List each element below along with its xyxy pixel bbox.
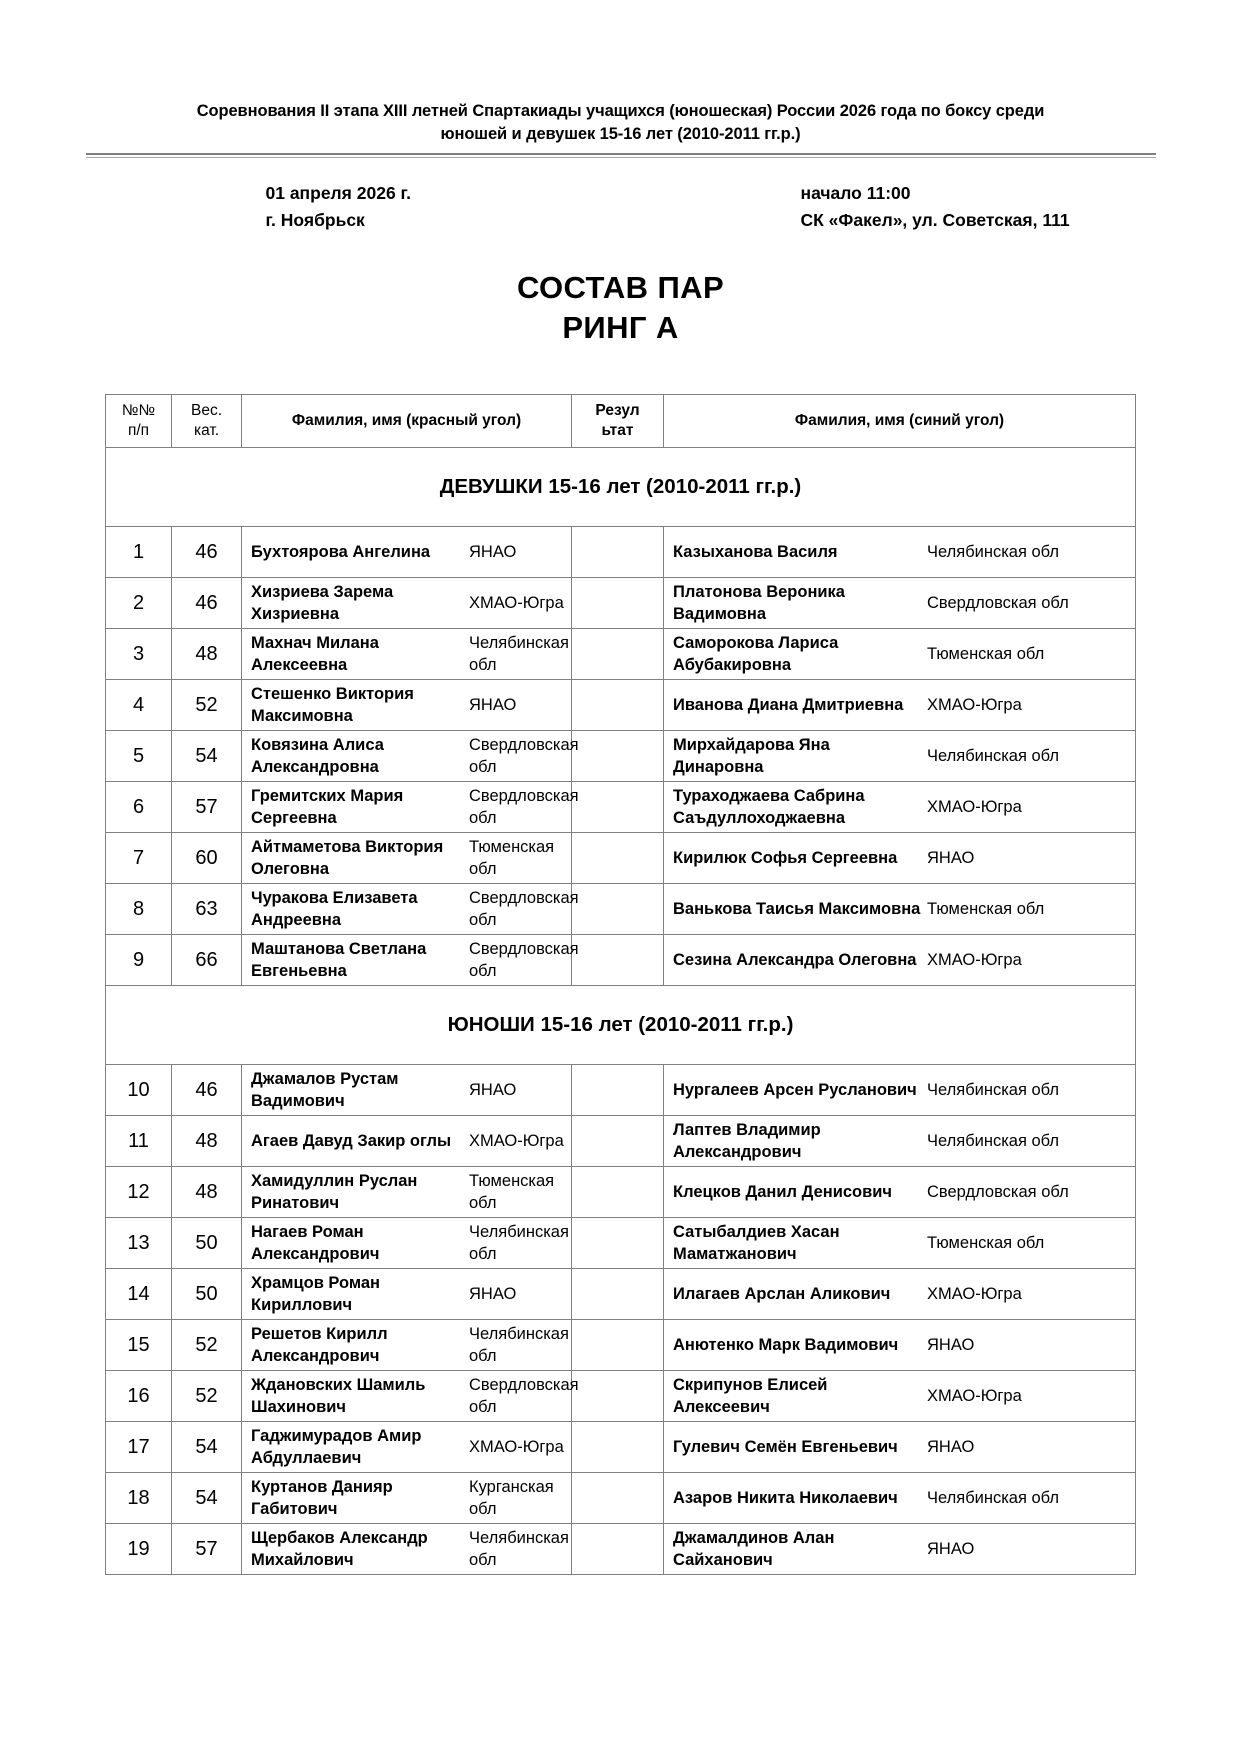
red-corner-region: Тюменская обл xyxy=(469,837,555,879)
cell-red-corner xyxy=(242,731,579,782)
red-corner-region: Свердловская обл xyxy=(469,1375,579,1417)
table-row xyxy=(106,833,1136,884)
cell-blue-corner xyxy=(664,1269,1136,1320)
red-corner-region: Челябинская обл xyxy=(469,633,569,675)
column-header-number xyxy=(106,395,172,448)
table-row xyxy=(106,782,1136,833)
cell-blue-corner xyxy=(664,1371,1136,1422)
cell-result[interactable] xyxy=(572,935,664,986)
cell-result[interactable] xyxy=(572,1473,664,1524)
cell-red-corner xyxy=(242,1065,572,1116)
blue-corner-name: Иванова Диана Дмитриевна xyxy=(673,696,904,715)
cell-red-corner xyxy=(242,1422,572,1473)
blue-corner-region: Тюменская обл xyxy=(927,645,1045,664)
page-title-line2: РИНГ А xyxy=(562,310,679,346)
cell-blue-corner xyxy=(664,1218,1136,1269)
cell-blue-corner xyxy=(664,1473,1136,1524)
cell-blue-corner xyxy=(664,935,1136,986)
competition-title-line2: юношей и девушек 15-16 лет (2010-2011 гг.р.) xyxy=(440,125,801,144)
red-corner-region: Курганская обл xyxy=(469,1477,554,1519)
cell-red-corner xyxy=(242,1167,572,1218)
cell-weight-category: 54 xyxy=(172,731,242,782)
cell-red-corner xyxy=(242,1218,572,1269)
cell-weight-category: 48 xyxy=(172,629,242,680)
cell-weight-category: 46 xyxy=(172,527,242,578)
blue-corner-name: Кирилюк Софья Сергеевна xyxy=(673,849,898,868)
cell-red-corner xyxy=(242,680,572,731)
cell-blue-corner xyxy=(664,1422,1136,1473)
cell-blue-corner xyxy=(664,833,1136,884)
cell-red-corner xyxy=(242,1524,572,1575)
cell-number: 6 xyxy=(106,782,172,833)
cell-number: 2 xyxy=(106,578,172,629)
blue-corner-name: Азаров Никита Николаевич xyxy=(673,1489,898,1508)
cell-blue-corner xyxy=(664,629,1136,680)
cell-number: 10 xyxy=(106,1065,172,1116)
red-corner-region: ХМАО-Югра xyxy=(469,1132,564,1151)
cell-red-corner xyxy=(242,782,579,833)
competition-title xyxy=(86,100,1156,147)
red-corner-region: Свердловская обл xyxy=(469,888,579,930)
cell-red-corner xyxy=(242,578,572,629)
cell-red-corner xyxy=(242,1269,572,1320)
table-header-row xyxy=(106,395,1136,448)
page-title xyxy=(0,268,1241,349)
pairs-table xyxy=(105,394,1136,1575)
cell-red-corner xyxy=(242,1371,579,1422)
cell-result[interactable] xyxy=(572,527,664,578)
red-corner-name: Джамалов Рустам Вадимович xyxy=(251,1069,399,1111)
cell-blue-corner xyxy=(664,884,1136,935)
cell-blue-corner xyxy=(664,1116,1136,1167)
red-corner-region: ЯНАО xyxy=(469,1081,517,1100)
blue-corner-name: Илагаев Арслан Аликович xyxy=(673,1285,891,1304)
cell-result[interactable] xyxy=(572,884,664,935)
cell-weight-category: 48 xyxy=(172,1116,242,1167)
cell-red-corner xyxy=(242,527,572,578)
cell-number: 15 xyxy=(106,1320,172,1371)
blue-corner-name: Скрипунов Елисей Алексеевич xyxy=(673,1375,828,1417)
cell-weight-category: 50 xyxy=(172,1269,242,1320)
table-row xyxy=(106,731,1136,782)
blue-corner-name: Сатыбалдиев Хасан Маматжанович xyxy=(673,1222,840,1264)
blue-corner-region: ХМАО-Югра xyxy=(927,798,1022,817)
table-row xyxy=(106,1371,1136,1422)
cell-number: 1 xyxy=(106,527,172,578)
blue-corner-region: Челябинская обл xyxy=(927,1081,1060,1100)
cell-number: 3 xyxy=(106,629,172,680)
title-divider xyxy=(86,153,1156,158)
column-header-weight-line1: Вес. xyxy=(190,401,222,419)
table-row xyxy=(106,1320,1136,1371)
blue-corner-name: Клецков Данил Денисович xyxy=(673,1183,892,1202)
section-header-row xyxy=(106,448,1136,527)
red-corner-region: Челябинская обл xyxy=(469,1528,569,1570)
red-corner-region: ХМАО-Югра xyxy=(469,594,564,613)
blue-corner-name: Ванькова Таисья Максимовна xyxy=(673,900,921,919)
red-corner-name: Ковязина Алиса Александровна xyxy=(251,735,384,777)
cell-result[interactable] xyxy=(572,1218,664,1269)
red-corner-name: Агаев Давуд Закир оглы xyxy=(251,1132,452,1151)
red-corner-name: Хамидуллин Руслан Ринатович xyxy=(251,1171,418,1213)
cell-number: 9 xyxy=(106,935,172,986)
cell-blue-corner xyxy=(664,1524,1136,1575)
blue-corner-region: Тюменская обл xyxy=(927,1234,1045,1253)
table-row xyxy=(106,1167,1136,1218)
cell-weight-category: 46 xyxy=(172,1065,242,1116)
blue-corner-name: Казыханова Василя xyxy=(673,543,838,562)
table-row xyxy=(106,1065,1136,1116)
cell-blue-corner xyxy=(664,731,1136,782)
red-corner-name: Айтмаметова Виктория Олеговна xyxy=(251,837,444,879)
cell-weight-category: 60 xyxy=(172,833,242,884)
red-corner-name: Маштанова Светлана Евгеньевна xyxy=(251,939,427,981)
cell-weight-category: 52 xyxy=(172,680,242,731)
red-corner-name: Гремитских Мария Сергеевна xyxy=(251,786,404,828)
table-row xyxy=(106,578,1136,629)
cell-result[interactable] xyxy=(572,1371,664,1422)
blue-corner-region: Челябинская обл xyxy=(927,747,1060,766)
cell-red-corner xyxy=(242,833,572,884)
cell-weight-category: 50 xyxy=(172,1218,242,1269)
blue-corner-region: ХМАО-Югра xyxy=(927,951,1022,970)
blue-corner-region: Свердловская обл xyxy=(927,1183,1069,1202)
table-row xyxy=(106,527,1136,578)
cell-blue-corner xyxy=(664,1167,1136,1218)
blue-corner-region: Свердловская обл xyxy=(927,594,1069,613)
table-row xyxy=(106,1269,1136,1320)
event-meta-left xyxy=(266,180,411,234)
cell-weight-category: 52 xyxy=(172,1371,242,1422)
column-header-number-line1: №№ xyxy=(121,401,156,419)
table-row xyxy=(106,884,1136,935)
blue-corner-region: Челябинская обл xyxy=(927,543,1060,562)
blue-corner-region: Челябинская обл xyxy=(927,1489,1060,1508)
cell-red-corner xyxy=(242,1320,572,1371)
cell-weight-category: 57 xyxy=(172,782,242,833)
blue-corner-region: ЯНАО xyxy=(927,1438,975,1457)
blue-corner-name: Саморокова Лариса Абубакировна xyxy=(673,633,839,675)
document-header xyxy=(86,0,1156,158)
cell-result[interactable] xyxy=(572,1524,664,1575)
cell-number: 5 xyxy=(106,731,172,782)
cell-red-corner xyxy=(242,1116,572,1167)
event-city: г. Ноябрьск xyxy=(265,209,365,230)
competition-title-line1: Соревнования II этапа XIII летней Спартакиады учащихся (юношеская) России 2026 года по боксу среди xyxy=(196,102,1045,120)
blue-corner-region: ХМАО-Югра xyxy=(927,1285,1022,1304)
red-corner-name: Чуракова Елизавета Андреевна xyxy=(251,888,418,930)
cell-blue-corner xyxy=(664,578,1136,629)
red-corner-name: Стешенко Виктория Максимовна xyxy=(251,684,414,726)
cell-number: 18 xyxy=(106,1473,172,1524)
cell-number: 11 xyxy=(106,1116,172,1167)
blue-corner-name: Гулевич Семён Евгеньевич xyxy=(673,1438,898,1457)
red-corner-region: Тюменская обл xyxy=(469,1171,555,1213)
section-title: ЮНОШИ 15-16 лет (2010-2011 гг.р.) xyxy=(106,986,1136,1065)
table-row xyxy=(106,1116,1136,1167)
red-corner-region: ЯНАО xyxy=(469,543,517,562)
blue-corner-name: Платонова Вероника Вадимовна xyxy=(673,582,845,624)
cell-result[interactable] xyxy=(572,629,664,680)
red-corner-region: Свердловская обл xyxy=(469,939,579,981)
cell-weight-category: 66 xyxy=(172,935,242,986)
red-corner-region: ЯНАО xyxy=(469,696,517,715)
table-row xyxy=(106,629,1136,680)
cell-weight-category: 48 xyxy=(172,1167,242,1218)
cell-blue-corner xyxy=(664,782,1136,833)
blue-corner-name: Джамалдинов Алан Сайханович xyxy=(673,1528,835,1570)
table-row xyxy=(106,1422,1136,1473)
pairs-table-body xyxy=(106,448,1136,1575)
blue-corner-name: Анютенко Марк Вадимович xyxy=(673,1336,899,1355)
red-corner-name: Решетов Кирилл Александрович xyxy=(251,1324,388,1366)
blue-corner-name: Лаптев Владимир Александрович xyxy=(673,1120,821,1162)
column-header-result-line2: ьтат xyxy=(601,422,634,440)
blue-corner-name: Нургалеев Арсен Русланович xyxy=(673,1081,917,1100)
cell-result[interactable] xyxy=(572,731,664,782)
cell-blue-corner xyxy=(664,1320,1136,1371)
cell-result[interactable] xyxy=(572,578,664,629)
cell-red-corner xyxy=(242,629,572,680)
red-corner-name: Ждановских Шамиль Шахинович xyxy=(251,1375,426,1417)
event-meta-right xyxy=(801,180,1070,234)
table-row xyxy=(106,1473,1136,1524)
table-row xyxy=(106,935,1136,986)
column-header-red-corner: Фамилия, имя (красный угол) xyxy=(242,395,572,448)
blue-corner-region: ХМАО-Югра xyxy=(927,696,1022,715)
blue-corner-region: ЯНАО xyxy=(927,1336,975,1355)
pairs-table-header xyxy=(106,395,1136,448)
cell-blue-corner xyxy=(664,1065,1136,1116)
blue-corner-name: Мирхайдарова Яна Динаровна xyxy=(673,735,830,777)
red-corner-region: Свердловская обл xyxy=(469,786,579,828)
cell-number: 13 xyxy=(106,1218,172,1269)
blue-corner-name: Сезина Александра Олеговна xyxy=(673,951,917,970)
red-corner-name: Нагаев Роман Александрович xyxy=(251,1222,380,1264)
section-header-row xyxy=(106,986,1136,1065)
cell-number: 19 xyxy=(106,1524,172,1575)
cell-number: 14 xyxy=(106,1269,172,1320)
red-corner-name: Гаджимурадов Амир Абдуллаевич xyxy=(251,1426,422,1468)
red-corner-region: ХМАО-Югра xyxy=(469,1438,564,1457)
cell-red-corner xyxy=(242,935,579,986)
blue-corner-name: Тураходжаева Сабрина Саъдуллоходжаевна xyxy=(673,786,865,828)
red-corner-name: Щербаков Александр Михайлович xyxy=(251,1528,428,1570)
cell-red-corner xyxy=(242,1473,572,1524)
cell-blue-corner xyxy=(664,680,1136,731)
event-venue: СК «Факел», ул. Советская, 111 xyxy=(800,209,1070,230)
red-corner-region: Свердловская обл xyxy=(469,735,579,777)
cell-weight-category: 46 xyxy=(172,578,242,629)
blue-corner-region: ЯНАО xyxy=(927,1540,975,1559)
cell-result[interactable] xyxy=(572,680,664,731)
cell-number: 12 xyxy=(106,1167,172,1218)
blue-corner-region: ЯНАО xyxy=(927,849,975,868)
cell-result[interactable] xyxy=(572,1167,664,1218)
cell-weight-category: 52 xyxy=(172,1320,242,1371)
event-date: 01 апреля 2026 г. xyxy=(265,182,411,203)
table-row xyxy=(106,680,1136,731)
column-header-weight xyxy=(172,395,242,448)
cell-result[interactable] xyxy=(572,833,664,884)
cell-number: 17 xyxy=(106,1422,172,1473)
blue-corner-region: Тюменская обл xyxy=(927,900,1045,919)
red-corner-name: Махнач Милана Алексеевна xyxy=(251,633,379,675)
table-row xyxy=(106,1524,1136,1575)
cell-weight-category: 63 xyxy=(172,884,242,935)
red-corner-region: Челябинская обл xyxy=(469,1324,569,1366)
cell-result[interactable] xyxy=(572,1422,664,1473)
red-corner-region: ЯНАО xyxy=(469,1285,517,1304)
column-header-weight-line2: кат. xyxy=(193,422,220,440)
event-start-time: начало 11:00 xyxy=(800,182,911,203)
cell-result[interactable] xyxy=(572,782,664,833)
cell-result[interactable] xyxy=(572,1320,664,1371)
blue-corner-region: Челябинская обл xyxy=(927,1132,1060,1151)
cell-weight-category: 57 xyxy=(172,1524,242,1575)
section-title: ДЕВУШКИ 15-16 лет (2010-2011 гг.р.) xyxy=(106,448,1136,527)
cell-result[interactable] xyxy=(572,1065,664,1116)
column-header-blue-corner: Фамилия, имя (синий угол) xyxy=(664,395,1136,448)
red-corner-name: Хизриева Зарема Хизриевна xyxy=(251,582,394,624)
table-row xyxy=(106,1218,1136,1269)
cell-weight-category: 54 xyxy=(172,1422,242,1473)
red-corner-name: Куртанов Данияр Габитович xyxy=(251,1477,393,1519)
cell-blue-corner xyxy=(664,527,1136,578)
cell-result[interactable] xyxy=(572,1269,664,1320)
cell-weight-category: 54 xyxy=(172,1473,242,1524)
column-header-number-line2: п/п xyxy=(127,422,150,440)
cell-number: 16 xyxy=(106,1371,172,1422)
cell-result[interactable] xyxy=(572,1116,664,1167)
blue-corner-region: ХМАО-Югра xyxy=(927,1387,1022,1406)
page-title-line1: СОСТАВ ПАР xyxy=(516,269,725,305)
cell-red-corner xyxy=(242,884,579,935)
cell-number: 8 xyxy=(106,884,172,935)
red-corner-name: Храмцов Роман Кириллович xyxy=(251,1273,381,1315)
column-header-result-line1: Резул xyxy=(595,401,640,419)
cell-number: 7 xyxy=(106,833,172,884)
event-meta xyxy=(86,180,1156,244)
cell-number: 4 xyxy=(106,680,172,731)
red-corner-region: Челябинская обл xyxy=(469,1222,569,1264)
red-corner-name: Бухтоярова Ангелина xyxy=(251,543,431,562)
column-header-result xyxy=(572,395,664,448)
